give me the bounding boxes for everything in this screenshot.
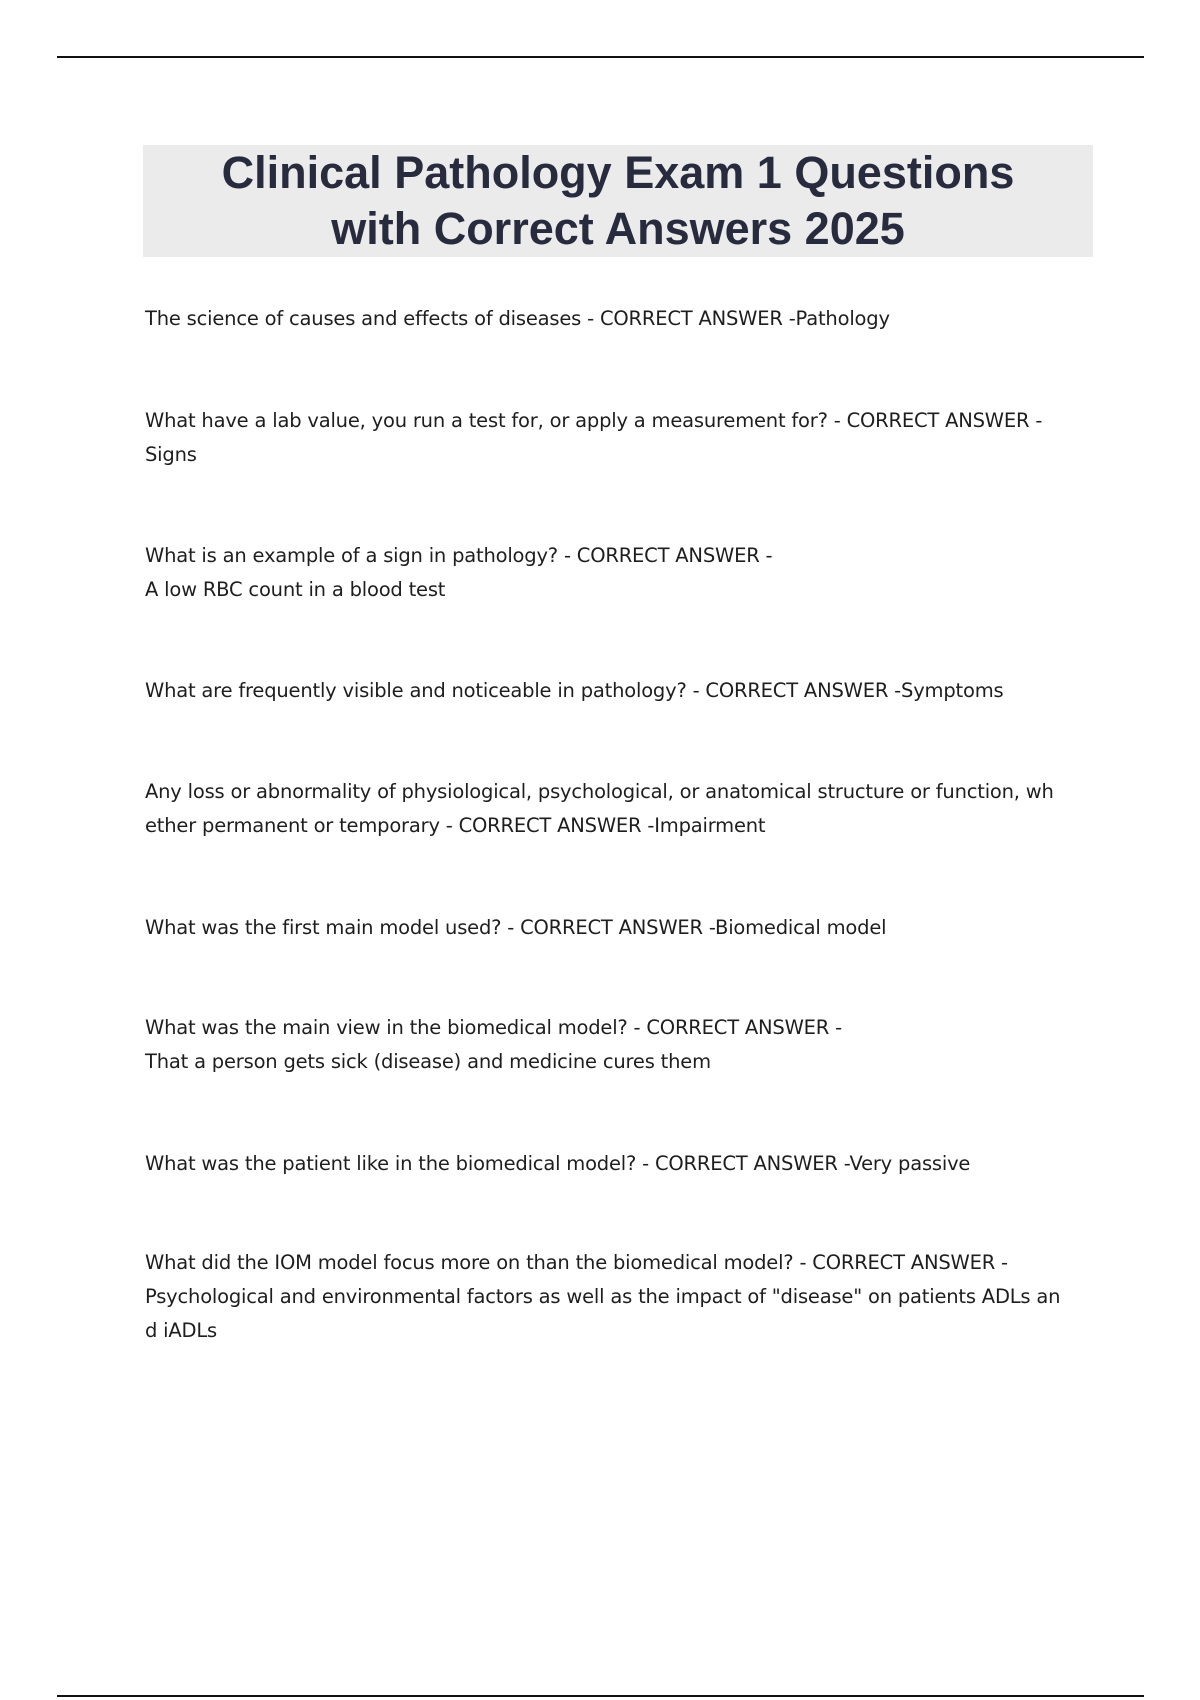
qa-item-4: What are frequently visible and noticeable in pathology? - CORRECT ANSWER -Symptoms xyxy=(145,679,1004,702)
title-line-1: Clinical Pathology Exam 1 Questions xyxy=(221,147,1015,198)
title-line-2: with Correct Answers 2025 xyxy=(331,203,905,254)
qa-item-7: What was the main view in the biomedical model? - CORRECT ANSWER - That a person gets sick (disease) and medicine cures them xyxy=(145,1016,842,1073)
title-banner xyxy=(143,145,1093,257)
qa-item-8: What was the patient like in the biomedical model? - CORRECT ANSWER -Very passive xyxy=(145,1152,971,1175)
qa-item-2: What have a lab value, you run a test for, or apply a measurement for? - CORRECT ANSWER - Signs xyxy=(145,409,1043,466)
qa-item-3: What is an example of a sign in pathology? - CORRECT ANSWER - A low RBC count in a blood test xyxy=(145,544,773,601)
top-rule xyxy=(57,56,1144,58)
qa-item-9: What did the IOM model focus more on than the biomedical model? - CORRECT ANSWER - Psychological and environmental factors as well as the impact of "disease" on patients ADLs an d iADLs xyxy=(145,1251,1061,1342)
qa-item-1: The science of causes and effects of diseases - CORRECT ANSWER -Pathology xyxy=(145,307,890,330)
qa-item-6: What was the first main model used? - CORRECT ANSWER -Biomedical model xyxy=(145,916,887,939)
bottom-rule xyxy=(57,1695,1144,1697)
document-title xyxy=(222,145,1015,257)
qa-item-5: Any loss or abnormality of physiological, psychological, or anatomical structure or function, wh ether permanent or temporary - CORRECT ANSWER -Impairment xyxy=(145,780,1054,837)
